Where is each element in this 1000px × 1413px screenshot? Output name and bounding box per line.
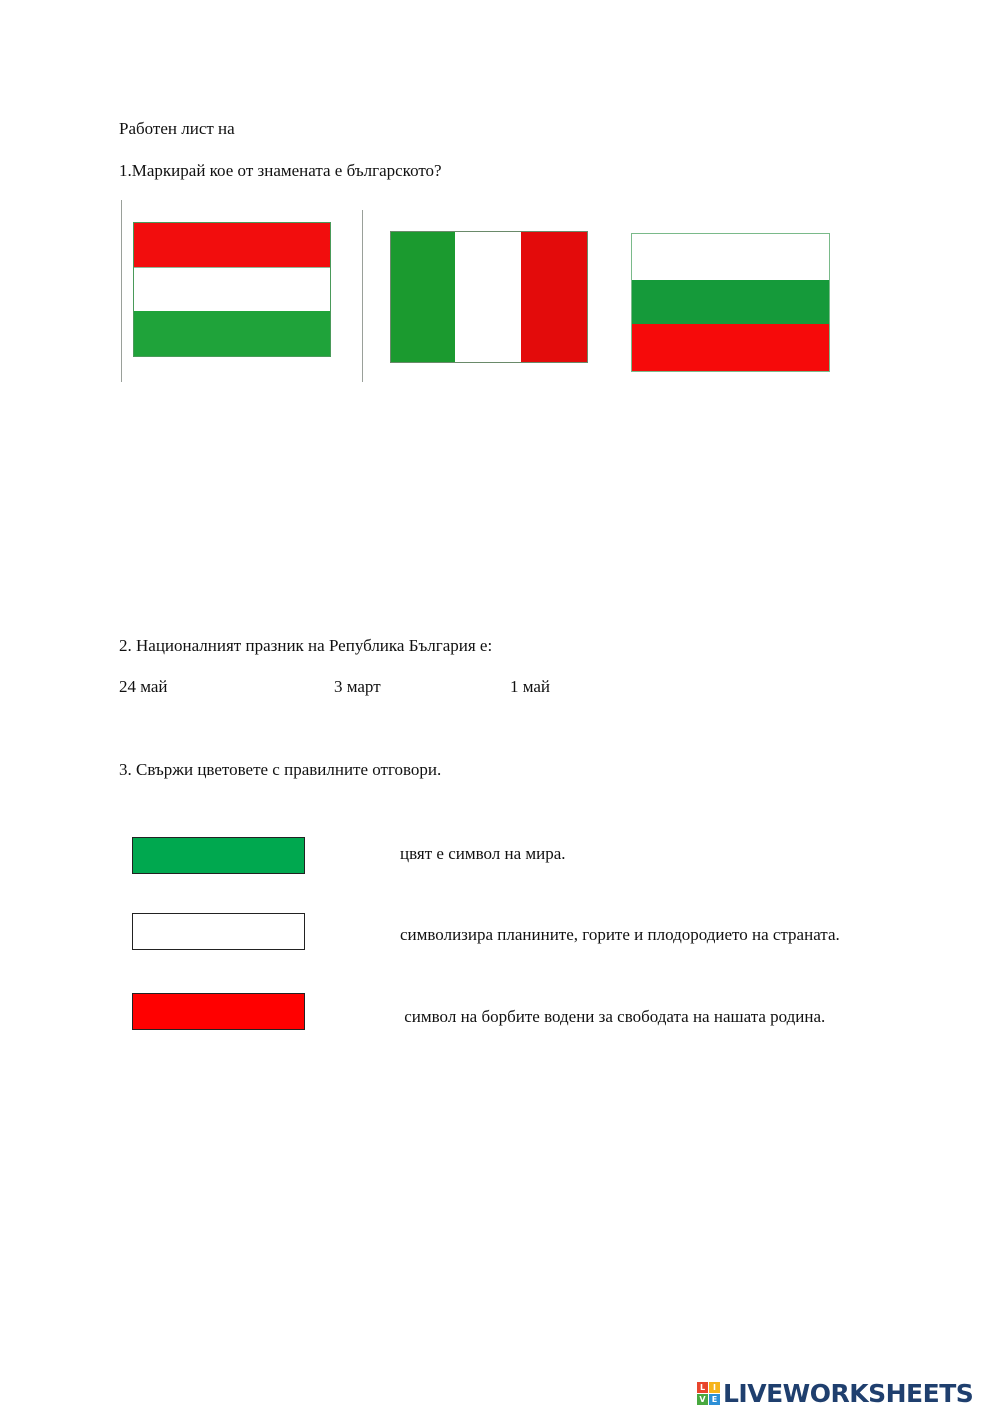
color-swatch-red[interactable]	[132, 993, 305, 1030]
flag-italy[interactable]	[390, 231, 588, 363]
question-3: 3. Свържи цветовете с правилните отговори.	[119, 760, 442, 779]
flag-bulgaria[interactable]	[631, 233, 830, 372]
flag-stripe-middle	[134, 267, 330, 313]
match-answer-peace[interactable]: цвят е символ на мира.	[400, 844, 566, 863]
answer-option-3-march[interactable]: 3 март	[334, 677, 381, 696]
flag-stripe-right	[521, 232, 587, 362]
match-answer-freedom[interactable]: символ на борбите водени за свободата на нашата родина.	[400, 1007, 826, 1026]
divider-line	[121, 200, 122, 382]
flag-stripe-middle	[632, 280, 829, 324]
flag-stripe-bottom	[134, 311, 330, 356]
question-2: 2. Националният празник на Република България е:	[119, 636, 493, 655]
worksheet-title: Работен лист на	[119, 119, 235, 138]
match-answer-mountains[interactable]: символизира планините, горите и плодородието на страната.	[400, 925, 840, 944]
answer-option-1-may[interactable]: 1 май	[510, 677, 551, 696]
flag-stripe-top	[632, 234, 829, 280]
question-1: 1.Маркирай кое от знамената е българското?	[119, 161, 442, 180]
flag-stripe-bottom	[632, 324, 829, 371]
color-swatch-white[interactable]	[132, 913, 305, 950]
flag-hungary[interactable]	[133, 222, 331, 357]
divider-line	[362, 210, 363, 382]
logo-text: LIVEWORKSHEETS	[723, 1378, 974, 1408]
flag-stripe-top	[134, 223, 330, 267]
flag-stripe-center	[455, 232, 521, 362]
logo-mark-icon: L I V E	[697, 1382, 720, 1405]
liveworksheets-logo	[697, 1378, 973, 1408]
flag-stripe-left	[391, 232, 455, 362]
answer-option-24-may[interactable]: 24 май	[119, 677, 168, 696]
color-swatch-green[interactable]	[132, 837, 305, 874]
